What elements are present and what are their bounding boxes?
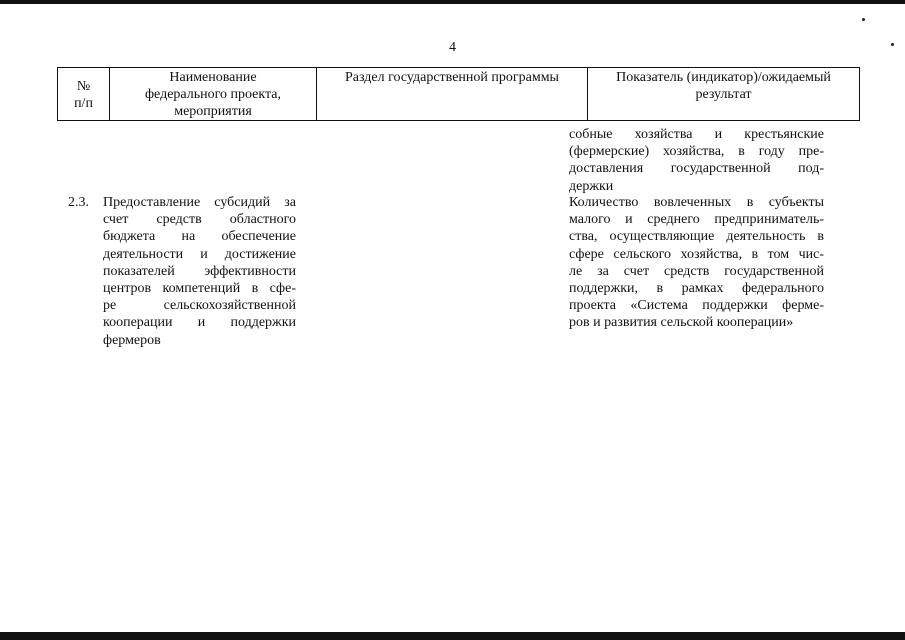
scan-top-border <box>0 0 905 4</box>
indicator-line: собные хозяйства и крестьянские <box>569 127 824 142</box>
name-line: Предоставление субсидий за <box>103 195 296 210</box>
header-name-cell <box>110 68 317 121</box>
header-indicator-line: результат <box>695 87 752 102</box>
scan-speck <box>862 18 865 21</box>
header-name-line: Наименование <box>169 70 257 85</box>
page-number: 4 <box>449 40 456 55</box>
header-number-line: п/п <box>74 96 93 111</box>
indicator-line: ства, осуществляющие деятельность в <box>569 229 824 245</box>
name-line: кооперации и поддержки <box>103 315 296 331</box>
name-line: деятельности и достижение <box>103 246 296 262</box>
continuation-indicator <box>569 126 824 195</box>
indicator-line: ров и развития сельской кооперации» <box>569 315 794 331</box>
name-line: показателей эффективности <box>103 263 296 279</box>
indicator-line: держки <box>569 178 614 194</box>
header-number-line: № <box>76 79 91 94</box>
name-line: счет средств областного <box>103 212 296 228</box>
row-number: 2.3. <box>68 195 89 210</box>
indicator-line: проекта «Система поддержки ферме- <box>569 298 824 314</box>
table-header <box>57 67 860 121</box>
name-line: фермеров <box>103 332 161 348</box>
header-number-cell <box>58 68 110 121</box>
scan-bottom-border <box>0 632 905 640</box>
name-line: бюджета на обеспечение <box>103 229 296 245</box>
name-line: ре сельскохозяйственной <box>103 298 296 314</box>
indicator-line: сфере сельского хозяйства, в том чис- <box>569 246 824 262</box>
indicator-line: (фермерские) хозяйства, в году пре- <box>569 144 824 160</box>
header-name-line: федерального проекта, <box>144 87 282 102</box>
indicator-line: поддержки, в рамках федерального <box>569 281 824 297</box>
indicator-line: Количество вовлеченных в субъекты <box>569 195 824 210</box>
header-indicator-line: Показатель (индикатор)/ожидаемый <box>616 70 831 85</box>
name-line: центров компетенций в сфе- <box>103 281 296 297</box>
row-indicator <box>569 194 824 332</box>
header-indicator-cell <box>588 68 860 121</box>
header-name-line: мероприятия <box>174 104 252 119</box>
header-section-line: Раздел государственной программы <box>345 70 559 85</box>
header-section-cell <box>317 68 588 121</box>
indicator-line: ле за счет средств государственной <box>569 263 824 279</box>
table-header-row <box>58 68 860 121</box>
indicator-line: доставления государственной под- <box>569 161 824 177</box>
indicator-line: малого и среднего предприниматель- <box>569 212 824 228</box>
row-name <box>103 194 296 349</box>
